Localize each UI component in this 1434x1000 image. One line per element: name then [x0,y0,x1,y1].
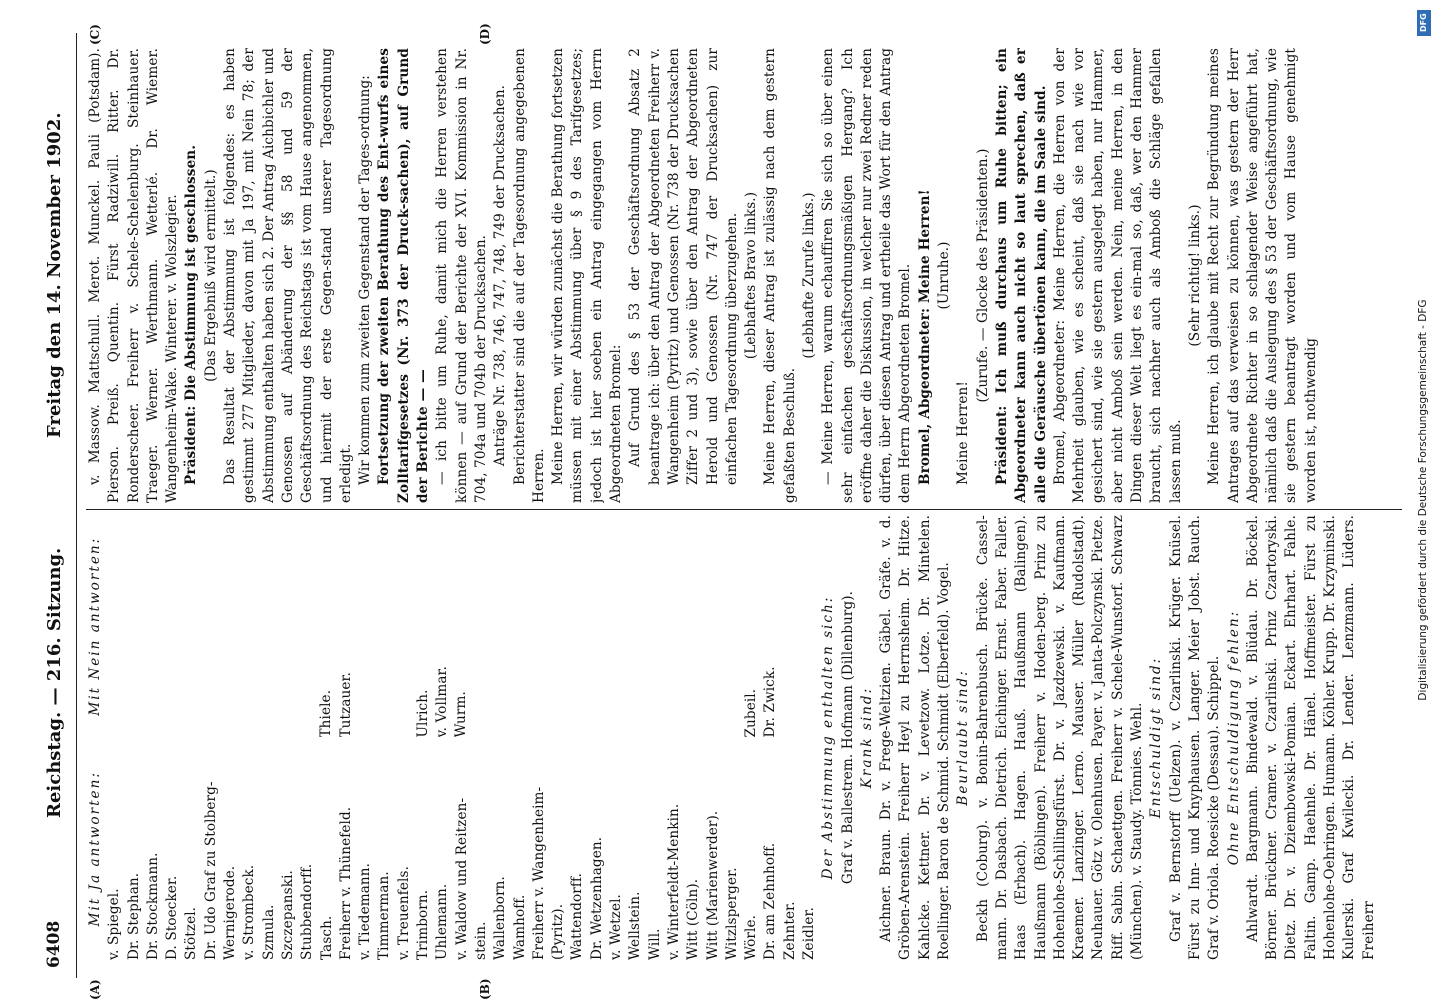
yes-voter-name: Dr. Udo Graf zu Stolberg- [202,781,219,960]
column-divider [86,509,1402,510]
yes-voter-name: Witt (Cöln). [685,878,702,960]
yes-voter-name: v. Wetzel. [608,894,625,960]
yes-voter-name: Wamhoff. [511,894,528,960]
yes-voter-name: stein. [472,921,489,960]
yes-voter-name: D. Stoecker. [164,875,181,960]
funding-credit: Digitalisierung gefördert durch die Deutsche Forschungsgemeinschaft - DFG [1417,299,1429,701]
unexcused-text: Ahlwardt. Bargmann. Bindewald. v. Blüdau. Dr. Böckel. Börner. Brückner. Cramer. v. Czarlinski. Prinz Czartoryski. Dietz. Dr. v. Dziembowski-Pomian. Eckart. Ehrhart. Fahle. Faltin. Gamp. Haehnle. Dr. Hänel. Hoffmeister. Fürst zu Hohenlohe-Oehringen. Humann. Köhler. Krupp. Dr. Krzyminski. Kulerski. Graf Kwilecki. Dr. Lender. Lenzmann. Lüders. Freiherr [1244,515,1377,960]
no-voter-name: Zubeil. [742,688,759,738]
sick-heading: Krank sind: [858,686,875,789]
unrest-note: (Unruhe.) [936,241,953,310]
excused-text: Graf v. Bernstorff (Uelzen). v. Czarlinski. Krüger. Knüsel. Fürst zu Inn- und Knyphausen. Langer. Meier Jobst. Rauch. Graf v. Oriola. Roesicke (Dessau). Schippel. [1167,515,1223,960]
margin-mark-d: (D) [478,23,492,45]
yes-voter-name: v. Winterfeldt-Menkin. [665,803,682,960]
leave-text: Beckh (Coburg). v. Bonin-Bahrenbusch. Brücke. Cassel-mann. Dr. Dasbach. Dietrich. Eichinger. Ernst. Faber. Faller. Haas (Erbach). Hagen. Hauß. Haußmann (Balingen). Haußmann (Böblingen). Freiherr v. Hoden-berg. Prinz zu Hohenlohe-Schillingsfürst. Dr. v. Jazdzewski. v. Kaufmann. Kraemer. Lanzinger. Lerno. Mauser. Müller (Rudolstadt). Neuhauer. Götz v. Olenhusen. Payer. v. Janta-Polczynski. Pietze. Riff. Sabin. Schaettgen. Freiherr v. Schele-Wunstorf. Schwarz (München). v. Staudy. Tönnies. Wehl. [974,515,1146,960]
agenda-paragraph: Wir kommen zum zweiten Gegenstand der Tages-ordnung: [357,75,374,485]
yes-voter-name: Will. [646,928,663,960]
president-quiet: Präsident: Ich muß durchaus um Ruhe bitten; ein Abgeordneter kann auch nicht so laut sprechen, daß er alle die Geräusche übertönen kann, die im Saale sind. [993,48,1049,503]
yes-voter-name: Stubbendorff. [299,863,316,960]
yes-voter-name: Dr. Wetzenhagen. [588,836,605,960]
admissible-paragraph: Meine Herren, dieser Antrag ist zulässig nach dem gestern gefaßten Beschluß. [762,48,798,503]
stage-direction: (Das Ergebniß wird ermittelt.) [202,169,219,382]
yes-voter-name: Stötzel. [183,906,200,960]
yes-voter-name: Szczepanski. [279,870,296,960]
discussion-paragraph: — Meine Herren, warum echauffiren Sie sich so über einen sehr einfachen geschäftsordnungsmäßigen Hergang? Ich eröffne daher die Diskussion, in welcher nur zwei Redner reden dürfen, über diesen Antrag und ertheile das Wort für den Antrag dem Herrn Abgeordneten Bromel. [820,48,914,503]
yes-voter-name: Dr. am Zehnhoff. [762,842,779,960]
heckling-note: (Lebhafte Zurufe links.) [800,192,817,359]
no-voter-name: Tutzauer. [337,671,354,738]
yes-voter-name: Zeidler. [800,906,817,960]
no-names-continued: v. Massow. Mattschull. Merot. Munckel. Pauli (Potsdam). Pierson. Preiß. Quentin. Fürst Radziwill. Ritter. Dr. Ronderscheer. Freiherr v. Schele-Schelenburg. Steinhauer. Traeger. Werner. Werthmann. Wetterlé. Dr. Wiemer. Wangenheim-Wake. Winterer. v. Wolszlegier. [87,48,181,503]
applause-note: (Lebhaftes Bravo links.) [743,191,760,360]
motions-line: Anträge Nr. 738, 746, 747, 748, 749 der Drucksachen. [492,84,509,467]
yes-voter-name: Freiherr v. Thünefeld. [337,806,354,960]
bell-note: (Zurufe. — Glocke des Präsidenten.) [974,148,991,403]
yes-voter-name: Dr. Stockmann. [144,852,161,960]
no-voter-name: Ulrich. [414,689,431,738]
yes-voter-name: Uhlemann. [434,883,451,960]
yes-voter-name: Freiherr v. Wangenheim- [530,786,547,960]
no-voter-name: Dr. Zwick. [762,666,779,738]
result-paragraph: Das Resultat der Abstimmung ist folgendes: es haben gestimmt 277 Mitglieder, davon mit Ja 197, mit Nein 78; der Abstimmung enthalten haben sich 2. Der Antrag Aichbichler und Genossen auf Abänderung der §§ 58 und 59 der Geschäftsordnung des Reichstags ist vom Hause angenommen, und hiermit der erste Gegen-stand unserer Tagesordnung erledigt. [222,48,354,503]
no-voter-name: Wurm. [453,691,470,738]
president-paragraph: Meine Herren, wir würden zunächst die Berathung fortsetzen müssen mit einer Abstimmung über § 9 des Tarifgesetzes; jedoch ist hier soeben ein Antrag eingegangen vom Herrn Abgeordneten Bromel: [550,48,625,503]
bromel-repeat: Meine Herren! [955,381,972,485]
no-name-list [105,515,819,738]
margin-mark-c: (C) [88,24,102,45]
abstain-heading: Der Abstimmung enthalten sich: [820,595,837,880]
left-column [86,515,1408,960]
session-date: Freitag den 14. November 1902. [44,112,65,438]
agreement-note: (Sehr richtig! links.) [1186,204,1203,347]
yes-voter-name: Trimborn. [415,889,432,960]
yes-voter-name: Witt (Marienwerder). [704,810,721,960]
yes-voter-name: v. Tiedemann. [357,862,374,960]
yes-voter-name: Zehnter. [781,901,798,960]
yes-voter-name: v. Strombeck. [241,864,258,960]
section-title: Reichstag. — 216. Sitzung. [44,547,65,818]
excused-heading: Entschuldigt sind: [1148,656,1165,819]
vote-lists [105,515,819,960]
yes-voter-name: (Pyritz). [550,903,567,960]
unexcused-heading: Ohne Entschuldigung fehlen: [1225,609,1242,866]
yes-voter-name: Wattendorff. [569,872,586,960]
yes-voter-name: v. Spiegel. [106,888,123,960]
no-voter-name: v. Vollmar. [434,665,451,738]
yes-voter-name: Wernigerode. [222,865,239,960]
dfg-logo-icon: DFG [1417,10,1431,36]
reports-paragraph: — ich bitte um Ruhe, damit mich die Herren verstehen können — auf Grund der Berichte der XVI. Kommission in Nr. 704, 704a und 704b der Drucksachen. [434,48,489,503]
bromel-speech-start: Bromel, Abgeordneter: Meine Herren! [916,189,933,485]
bromel-closing-paragraph: Meine Herren, ich glaube mit Recht zur Begründung meines Antrages auf das verweisen zu können, was gestern der Herr Abgeordnete Richter in so schlagender Weise angeführt hat, nämlich daß die Auslegung des § 53 der Geschäftsordnung, wie sie gestern beantragt worden und vom Hause genehmigt worden ist, nothwendig [1206,48,1319,503]
margin-mark-b: (B) [478,978,492,1000]
president-closes-vote: Präsident: Die Abstimmung ist geschlossen. [183,144,200,485]
right-column [86,48,1408,503]
agenda-item: Fortsetzung der zweiten Berathung des Ent-wurfs eines Zolltarifgesetzes (Nr. 373 der Druck-sachen), auf Grund der Berichte — — [376,48,432,503]
rapporteurs-paragraph: Berichterstatter sind die auf der Tagesordnung angegebenen Herren. [511,48,547,503]
yes-voter-name: Witzlsperger. [723,867,740,960]
leave-heading: Beurlaubt sind: [955,669,972,806]
yes-voter-name: v. Treuenfels. [395,866,412,960]
yes-voter-name: Szmula. [260,904,277,960]
yes-heading: Mit Ja antworten: [87,771,103,927]
motion-text: Auf Grund des § 53 der Geschäftsordnung Absatz 2 beantrage ich: über den Antrag der Abgeordneten Freiherr v. Wangenheim (Pyritz) und Genossen (Nr. 738 der Drucksachen Ziffer 2 und 3), sowie über den Antrag der Abgeordneten Herold und Genossen (Nr. 747 der Drucksachen) zur einfachen Tagesordnung überzugehen. [627,48,740,485]
yes-voter-name: Dr. Stephan. [125,872,142,960]
no-voter-name: Thiele. [318,689,335,738]
yes-voter-name: Timmerman. [376,871,393,960]
yes-voter-name: Wörle. [743,914,760,960]
sick-text: Aichner. Braun. Dr. v. Frege-Weltzien. Gäbel. Gräfe. v. d. Gröben-Arenstein. Freiherr Heyl zu Herrnsheim. Dr. Hitze. Kahlcke. Kettner. Dr. v. Levetzow. Lotze. Dr. Mintelen. Roellinger. Baron de Schmid. Schmidt (Elberfeld). Vogel. [878,515,953,960]
margin-mark-a: (A) [88,979,102,1000]
page-number: 6408 [44,920,64,968]
bromel-hammer-paragraph: Bromel, Abgeordneter: Meine Herren, die Herren von der Mehrheit glauben, wie es scheint, daß sie nach wie vor gesichert sind, wie sie gestern ausgelegt haben, nur Hammer, aber nicht Amboß sein werden. Nein, meine Herren, in den Dingen dieser Welt liegt es ein-mal so, daß, wer den Hammer braucht, sich nachher auch als Amboß die Schläge gefallen lassen muß. [1051,48,1184,503]
header-rule [76,33,77,978]
rotated-document-page [38,23,1408,1000]
yes-voter-name: Wellstein. [627,891,644,960]
no-heading: Mit Nein antworten: [87,536,103,716]
yes-name-list [105,738,819,961]
running-header [38,43,78,968]
yes-voter-name: v. Waldow und Reitzen- [453,797,470,960]
abstain-text: Graf v. Ballestrem. Hofmann (Dillenburg). [839,590,856,885]
yes-voter-name: Tasch. [318,915,335,960]
yes-voter-name: Wallenborn. [492,876,509,960]
vote-headings [86,515,105,960]
